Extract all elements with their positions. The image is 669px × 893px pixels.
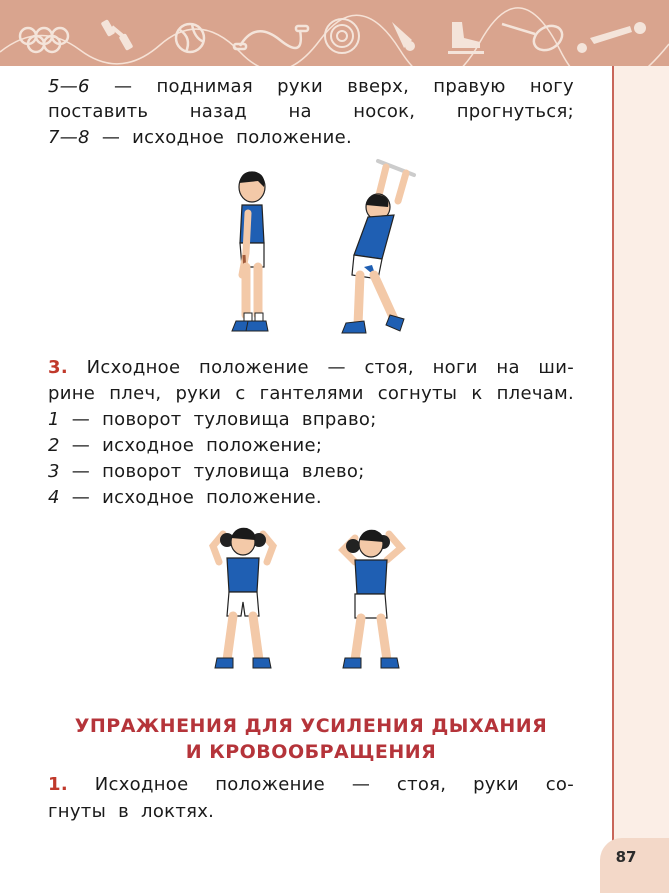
step-number: 7—8 [48, 127, 90, 148]
header-band [0, 0, 669, 66]
text-line [48, 800, 574, 824]
step-text: — исходное положение. [71, 487, 322, 508]
exercise-text: Исходное положение — стоя, руки со- [94, 774, 574, 795]
text-line [48, 382, 574, 406]
text-line [48, 356, 574, 380]
exercise-text: гнуты в локтях. [48, 801, 215, 822]
rings-icon [20, 28, 68, 52]
volleyball-icon [176, 24, 204, 52]
page-number: 87 [615, 848, 637, 866]
text-line [48, 75, 574, 99]
exercise-text: Исходное положение — стоя, ноги на ши- [86, 357, 575, 378]
step-text: — поворот туловища влево; [71, 461, 365, 482]
boy-front-figure [213, 528, 273, 668]
list-item [48, 434, 574, 458]
step-text: — поворот туловища вправо; [71, 409, 377, 430]
step-text: — исходное положение; [71, 435, 323, 456]
step-number: 4 [48, 487, 60, 508]
section-heading: И КРОВООБРАЩЕНИЯ [185, 741, 437, 763]
step-number: 3 [48, 461, 60, 482]
text-line [48, 100, 574, 124]
text-line [48, 773, 574, 797]
target-icon [325, 19, 359, 53]
boy-turned-figure [343, 530, 401, 668]
shuttlecock-icon [392, 22, 415, 51]
skate-icon [448, 22, 484, 54]
dumbbell-icon [101, 19, 134, 51]
exercise-text: рине плеч, руки с гантелями согнуты к плечам. [48, 383, 574, 404]
text-line [48, 126, 574, 150]
list-item [48, 486, 574, 510]
step-text: — исходное положение. [101, 127, 352, 148]
list-item [48, 408, 574, 432]
step-text: поставить назад на носок, прогнуться; [48, 101, 574, 122]
step-number: 2 [48, 435, 60, 456]
step-number: 1 [48, 409, 60, 430]
jump-rope-icon [234, 26, 308, 49]
boy-standing-figure [232, 171, 268, 331]
boy-arching-figure [342, 161, 414, 333]
racket-icon [502, 21, 566, 55]
exercise-number: 3. [48, 357, 68, 378]
step-number: 5—6 [48, 76, 90, 97]
exercise-illustration-stick [218, 155, 418, 345]
right-margin [612, 66, 669, 893]
section-heading: УПРАЖНЕНИЯ ДЛЯ УСИЛЕНИЯ ДЫХАНИЯ [74, 715, 548, 737]
exercise-number: 1. [48, 774, 68, 795]
ball-icon [577, 22, 646, 53]
list-item [48, 460, 574, 484]
step-text: — поднимая руки вверх, правую ногу [114, 76, 574, 97]
exercise-illustration-dumbbells [205, 522, 420, 682]
